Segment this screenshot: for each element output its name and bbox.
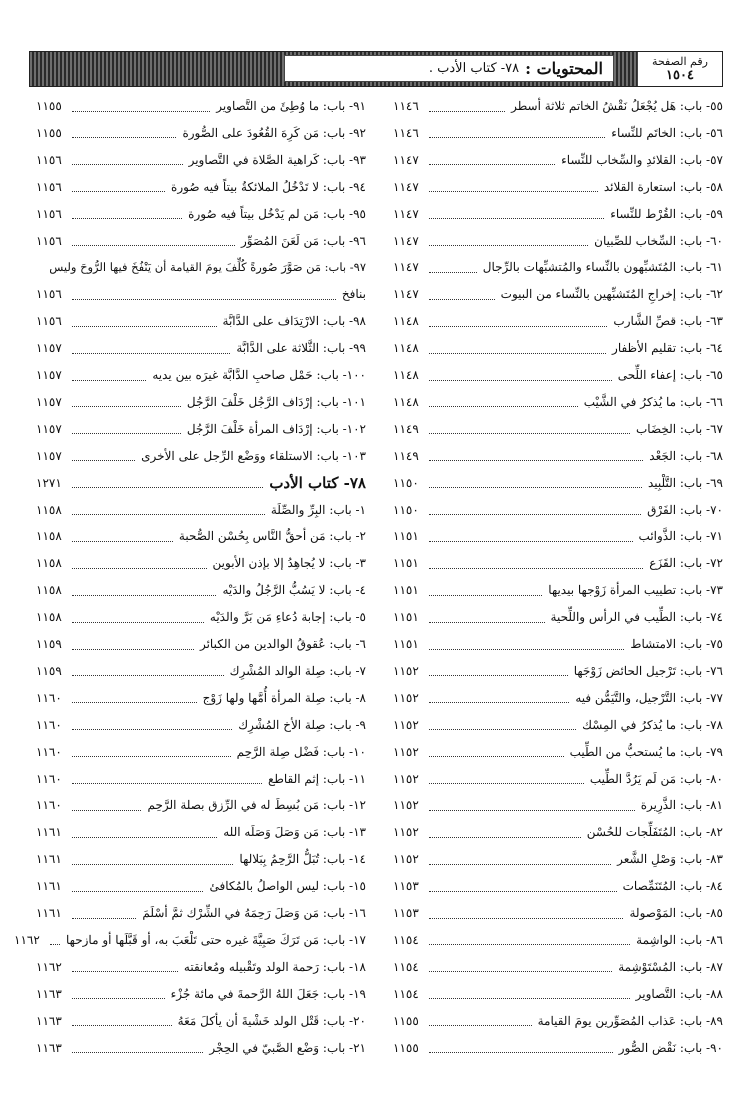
toc-page-number: ١١٥٤: [393, 932, 419, 947]
toc-dot-leader: [72, 971, 178, 972]
toc-entry: [36, 1009, 366, 1033]
toc-dot-leader: [72, 729, 232, 730]
toc-entry-title: ٧- باب: صِلة الوالد المُشْرِك: [229, 663, 366, 678]
toc-page-number: ١١٥٦: [36, 314, 62, 329]
toc-page-number: ١١٦١: [36, 825, 62, 840]
toc-dot-leader: [72, 810, 141, 811]
toc-dot-leader: [429, 272, 477, 273]
toc-entry-title: ٩١- باب: ما وُطِئَ من التَّصاوير: [216, 99, 366, 113]
toc-dot-leader: [429, 380, 612, 381]
toc-page-number: ١١٦٣: [36, 986, 62, 1001]
toc-dot-leader: [429, 326, 607, 327]
toc-dot-leader: [72, 891, 203, 892]
toc-dot-leader: [72, 1052, 203, 1053]
toc-dot-leader: [72, 245, 235, 246]
toc-page-number: ١١٤٩: [393, 448, 419, 463]
toc-entry: [36, 121, 366, 145]
toc-entry-title: ١٠١- باب: إرْدَاف الرَّجُل خَلْفَ الرَّجُل: [186, 394, 366, 409]
toc-entry: [36, 336, 366, 360]
toc-dot-leader: [429, 541, 633, 542]
toc-page-number: ١١٤٧: [393, 287, 419, 302]
toc-dot-leader: [429, 218, 604, 219]
toc-dot-leader: [429, 111, 505, 112]
toc-dot-leader: [429, 460, 643, 461]
toc-entry-title: ٧١- باب: الذَّوائب: [638, 529, 723, 544]
toc-page-number: ١١٥١: [393, 637, 419, 651]
toc-page-number: ١١٥٠: [393, 502, 419, 517]
page-number-label: رقم الصفحة: [652, 55, 708, 68]
toc-dot-leader: [429, 944, 630, 945]
toc-dot-leader: [72, 380, 146, 381]
toc-entry-title: ١٣- باب: مَن وَصَلَ وَصَلَه الله: [223, 825, 366, 840]
toc-page-number: ١١٤٩: [393, 421, 419, 436]
toc-entry-title: ٦٧- باب: الخِضَاب: [635, 421, 723, 436]
toc-page-number: ١١٥٨: [36, 583, 62, 598]
toc-entry-title: ٨٩- باب: عَذاب المُصَوِّرين يومَ القيامة: [537, 1013, 723, 1028]
toc-entry: [36, 982, 366, 1006]
toc-entry: [36, 524, 366, 548]
toc-entry: [36, 793, 366, 817]
toc-entry-title: ٤- باب: لا يَسُبُّ الرَّجُلُ والدَيْه: [222, 583, 366, 598]
toc-entry: [393, 282, 723, 306]
toc-entry: [14, 928, 366, 952]
toc-entry: [36, 551, 366, 575]
toc-entry-title: ٦٨- باب: الجَعْد: [649, 448, 723, 463]
toc-entry-title: ١٦- باب: مَن وَصَلَ رَحِمَهُ في الشِّرْك ثمَّ أسْلَمَ: [142, 906, 366, 920]
toc-entry-title: ٣- باب: لا يُجاهِدُ إلا بإذن الأبوين: [212, 556, 366, 571]
toc-dot-leader: [429, 406, 578, 407]
toc-page-number: ١١٥٢: [393, 852, 419, 867]
toc-page-number: ١١٦٣: [36, 1040, 62, 1055]
toc-entry: [36, 740, 366, 764]
toc-dot-leader: [72, 353, 230, 354]
toc-entry-title: ٧٨- باب: ما يُذكرُ في المِسْك: [582, 717, 723, 732]
toc-dot-leader: [72, 595, 216, 596]
toc-entry: [36, 390, 366, 414]
toc-page-number: ١١٦١: [36, 906, 62, 920]
toc-page-number: ١١٦١: [36, 879, 62, 894]
toc-entry-title: ٨٠- باب: مَن لَم يَرُدَّ الطِّيب: [589, 771, 723, 786]
toc-entry: [36, 605, 366, 629]
toc-dot-leader: [429, 1052, 613, 1053]
toc-page-number: ١١٥١: [393, 556, 419, 571]
toc-entry: [36, 713, 366, 737]
toc-entry: [393, 767, 723, 791]
toc-entry-title: ٧٧- باب: التَّرْجيل، والتَّيَمُّن فيه: [575, 690, 723, 705]
toc-entry-title: ٥٨- باب: استعارة القلائد: [603, 179, 723, 194]
toc-page-number: ١١٥٥: [36, 125, 62, 140]
toc-entry-title: ٨٤- باب: المُتَنَمِّصات: [622, 879, 723, 894]
toc-page-number: ١١٤٦: [393, 99, 419, 113]
toc-page-number: ١١٥٨: [36, 502, 62, 517]
toc-entry: [36, 498, 366, 522]
toc-dot-leader: [72, 326, 217, 327]
toc-entry: [393, 390, 723, 414]
toc-entry-title: ٦٩- باب: التَّلْبِيد: [647, 475, 723, 490]
toc-entry-title: ١٠٢- باب: إرْدَاف المرأة خَلْفَ الرَّجُل: [186, 421, 366, 436]
toc-entry-title: ١٨- باب: رَحمة الولد وتَقْبيله ومُعانقته: [183, 959, 366, 974]
toc-entry-title: ٧٣- باب: تطييب المرأة زَوْجها بيديها: [548, 583, 723, 598]
toc-entry: [393, 336, 723, 360]
toc-page-number: ١١٥٥: [393, 1040, 419, 1055]
toc-dot-leader: [429, 245, 588, 246]
toc-entry-title: ٩٤- باب: لا تَدْخُلُ الملائكةُ بيتاً فيه صُورة: [171, 179, 366, 194]
header-title-box: [284, 55, 614, 82]
toc-entry: [36, 94, 366, 118]
toc-entry-title: ٦٤- باب: تقليم الأظفار: [612, 341, 723, 356]
toc-entry: [393, 847, 723, 871]
toc-page-number: ١١٤٧: [393, 233, 419, 248]
toc-entry: [393, 1009, 723, 1033]
toc-entry: [393, 498, 723, 522]
toc-page-number: ١٢٧١: [36, 475, 62, 490]
toc-dot-leader: [429, 918, 623, 919]
toc-page-number: ١١٥٦: [36, 179, 62, 194]
toc-entry: [393, 94, 723, 118]
toc-dot-leader: [429, 568, 643, 569]
toc-dot-leader: [429, 487, 642, 488]
toc-dot-leader: [72, 622, 204, 623]
toc-dot-leader: [429, 702, 569, 703]
toc-dot-leader: [72, 137, 176, 138]
toc-entry: [393, 659, 723, 683]
toc-entry: [36, 175, 366, 199]
toc-entry-title: ١٩- باب: جَعَلَ اللهُ الرَّحمةَ في مائة جُزْء: [170, 986, 366, 1001]
toc-entry-title: ١٤- باب: تُبَلُّ الرَّحِمُ بِبَلالها: [239, 852, 366, 867]
toc-entry-title: ٩٦- باب: مَن لَعَنَ المُصَوِّر: [240, 233, 366, 248]
toc-entry: [393, 820, 723, 844]
toc-entry-title: ٦٥- باب: إعفاء اللِّحى: [617, 368, 723, 382]
toc-entry-title: ٩٩- باب: الثَّلاثة على الدَّابَّة: [236, 341, 366, 356]
toc-entry: [36, 847, 366, 871]
toc-entry-title: ١١- باب: إثم القاطع: [267, 771, 366, 786]
toc-entry-title: ٨٦- باب: الواشِمة: [636, 932, 723, 947]
toc-dot-leader: [72, 568, 207, 569]
toc-page-number: ١١٥٩: [36, 637, 62, 651]
toc-dot-leader: [72, 1025, 172, 1026]
toc-entry-title: ٥٧- باب: القلائدِ والسِّخاب للنِّساء: [561, 152, 723, 167]
toc-entry: [393, 121, 723, 145]
toc-entry: [36, 202, 366, 226]
toc-entry: [36, 901, 366, 925]
toc-page-number: ١١٦٢: [14, 932, 40, 947]
toc-page-number: ١١٥٢: [393, 744, 419, 759]
toc-dot-leader: [429, 998, 630, 999]
toc-page-number: ١١٥٢: [393, 663, 419, 678]
toc-entry-title: ٦- باب: عُقوقُ الوالدين من الكبائر: [199, 637, 366, 651]
toc-dot-leader: [72, 783, 262, 784]
toc-page-number: ١١٥٤: [393, 986, 419, 1001]
toc-dot-leader: [429, 837, 581, 838]
toc-dot-leader: [72, 460, 135, 461]
toc-entry: [36, 767, 366, 791]
toc-dot-leader: [429, 971, 612, 972]
toc-entry: [36, 686, 366, 710]
toc-page-number: ١١٥٢: [393, 825, 419, 840]
page-number-box: [637, 52, 722, 86]
toc-entry: [36, 363, 366, 387]
toc-entry-title: ٩٧- باب: مَن صَوَّرَ صُورةً كُلِّفَ يومَ القيامة أن يَنْفُخَ فيها الرُّوحَ وليس: [49, 260, 366, 275]
toc-entry-title: ٨١- باب: الذَّرِيرة: [640, 798, 723, 813]
toc-entry: [36, 955, 366, 979]
toc-dot-leader: [429, 1025, 532, 1026]
toc-entry-title: ٢٠- باب: قَتْل الولد خَشْيةَ أن يأكلَ مَعَهُ: [177, 1013, 366, 1028]
toc-dot-leader: [429, 810, 635, 811]
toc-entry-title: ١٥- باب: ليس الواصلُ بالمُكافئ: [209, 879, 366, 894]
toc-dot-leader: [429, 783, 584, 784]
toc-entry-title: ٧٩- باب: ما يُستحبُّ من الطِّيب: [569, 744, 723, 759]
toc-entry: [393, 605, 723, 629]
toc-entry: [36, 874, 366, 898]
toc-dot-leader: [429, 433, 630, 434]
toc-entry-title: ١٧- باب: مَن تَرَكَ صَبِيَّةَ غيره حتى تَلْعَبَ به، أو قَبَّلَها أو مازحها: [66, 932, 366, 947]
toc-entry-title: ٢- باب: مَن أحقُّ النَّاس بِحُسْن الصُّحبة: [178, 529, 366, 544]
toc-page-number: ١١٤٨: [393, 314, 419, 329]
toc-entry-title: ٨٢- باب: المُتَفَلِّجات للحُسْن: [586, 825, 723, 840]
toc-entry: [36, 148, 366, 172]
toc-dot-leader: [72, 837, 217, 838]
toc-dot-leader: [72, 541, 173, 542]
toc-dot-leader: [72, 864, 233, 865]
toc-entry-title: ١٢- باب: مَن بُسِطَ له في الرِّزق بصلة الرَّحِم: [147, 798, 366, 813]
toc-entry: [393, 740, 723, 764]
toc-dot-leader: [429, 756, 564, 757]
toc-dot-leader: [429, 891, 617, 892]
toc-dot-leader: [429, 514, 641, 515]
toc-entry-title: ٨٧- باب: المُسْتَوْشِمة: [618, 959, 723, 974]
toc-page-number: ١١٤٧: [393, 206, 419, 221]
toc-entry-title: ٧٦- باب: تَرْجيل الحائض زَوْجَها: [573, 663, 723, 678]
toc-entry: [36, 632, 366, 656]
toc-entry-title: ٩٢- باب: مَن كَرِهَ القُعُودَ على الصُّورة: [182, 125, 366, 140]
toc-dot-leader: [72, 433, 181, 434]
toc-page-number: ١١٤٧: [393, 260, 419, 275]
toc-dot-leader: [72, 218, 182, 219]
toc-dot-leader: [72, 406, 181, 407]
toc-entry: [36, 578, 366, 602]
header-subtitle: ٧٨- كتاب الأدب .: [428, 61, 520, 76]
toc-page-number: ١١٥٥: [36, 99, 62, 113]
toc-entry: [36, 255, 366, 279]
toc-entry-title: ٢١- باب: وَضْع الصَّبيّ في الحِجْر: [209, 1040, 366, 1055]
toc-page-number: ١١٤٦: [393, 125, 419, 140]
toc-entry-title: ٧٤- باب: الطِّيب في الرأس واللِّحية: [550, 610, 723, 625]
toc-entry: [393, 229, 723, 253]
toc-entry: [393, 686, 723, 710]
toc-page-number: ١١٥٨: [36, 529, 62, 544]
toc-dot-leader: [429, 649, 624, 650]
toc-entry: [393, 363, 723, 387]
toc-page-number: ١١٥٦: [36, 206, 62, 221]
toc-section-heading: [36, 471, 366, 495]
toc-entry: [36, 444, 366, 468]
toc-entry: [36, 309, 366, 333]
toc-page-number: ١١٦٢: [36, 959, 62, 974]
toc-page-number: ١١٥٢: [393, 798, 419, 813]
toc-entry: [393, 175, 723, 199]
toc-page-number: ١١٤٨: [393, 394, 419, 409]
toc-page-number: ١١٦٠: [36, 744, 62, 759]
toc-page-number: ١١٥٧: [36, 421, 62, 436]
toc-entry-title: ٦٠- باب: السِّخاب للصِّبيان: [594, 233, 723, 248]
toc-entry: [36, 417, 366, 441]
toc-entry-title: ٥٥- باب: هَل يُجْعَلُ نَقْشُ الخاتم ثلاثة أسطر: [511, 99, 723, 113]
toc-dot-leader: [429, 595, 542, 596]
toc-entry-title: ٧٨- كتاب الأدب: [269, 473, 366, 492]
toc-entry: [393, 202, 723, 226]
toc-entry: [393, 955, 723, 979]
toc-entry: [393, 793, 723, 817]
toc-dot-leader: [429, 729, 576, 730]
toc-dot-leader: [72, 111, 210, 112]
toc-page-number: ١١٤٨: [393, 341, 419, 356]
toc-entry-title: ٥٩- باب: القُرْط للنِّساء: [610, 206, 723, 221]
toc-entry: [36, 820, 366, 844]
toc-page-number: ١١٥٨: [36, 610, 62, 625]
toc-page-number: ١١٥٢: [393, 771, 419, 786]
toc-page-number: ١١٦٠: [36, 798, 62, 813]
toc-page-number: ١١٦١: [36, 852, 62, 867]
toc-entry: [393, 255, 723, 279]
toc-page-number: ١١٤٧: [393, 152, 419, 167]
toc-page-number: ١١٥١: [393, 583, 419, 598]
toc-dot-leader: [429, 164, 555, 165]
toc-page-number: ١١٦٣: [36, 1013, 62, 1028]
toc-entry: [393, 578, 723, 602]
toc-dot-leader: [429, 675, 568, 676]
toc-dot-leader: [72, 487, 263, 488]
toc-entry-title: ٩٥- باب: مَن لم يَدْخُل بيتاً فيه صُورة: [188, 206, 366, 221]
toc-entry-title: ٧٢- باب: القَزَع: [649, 556, 723, 571]
toc-entry-title: ٨٣- باب: وَصْلِ الشَّعر: [617, 852, 723, 867]
toc-entry: [393, 982, 723, 1006]
toc-entry: [36, 659, 366, 683]
toc-page-number: ١١٥١: [393, 529, 419, 544]
toc-page-number: ١١٥٣: [393, 879, 419, 894]
toc-entry-title: ٨٨- باب: التَّصاوير: [635, 986, 723, 1001]
toc-entry-title: ٦٦- باب: ما يُذكرُ في الشَّيْب: [583, 394, 723, 409]
toc-entry-title: ٧٥- باب: الامتشاط: [630, 637, 723, 651]
toc-entry-title: ٩٣- باب: كَراهية الصَّلاة في التَّصاوير: [188, 152, 366, 167]
toc-entry-title: ٧٠- باب: الفَرْق: [647, 502, 723, 517]
toc-entry: [393, 928, 723, 952]
toc-entry: [393, 874, 723, 898]
toc-page-number: ١١٦٠: [36, 717, 62, 732]
toc-page-number: ١١٦٠: [36, 690, 62, 705]
toc-page-number: ١١٥٠: [393, 475, 419, 490]
toc-dot-leader: [72, 649, 194, 650]
toc-page-number: ١١٥٦: [36, 287, 62, 302]
toc-entry-title: ٦٢- باب: إخراجِ المُتَشبِّهين بالنِّساء من البيوت: [500, 287, 723, 302]
toc-dot-leader: [72, 514, 265, 515]
toc-entry-title: ٥- باب: إجابة دُعاءِ مَن بَرَّ والدَيْه: [209, 610, 366, 625]
toc-page-number: ١١٥٦: [36, 152, 62, 167]
toc-entry: [393, 444, 723, 468]
toc-entry-title: ١- باب: البِرِّ والصِّلَة: [270, 502, 366, 517]
toc-page-number: ١١٥٦: [36, 233, 62, 248]
toc-page-number: ١١٥١: [393, 610, 419, 625]
toc-entry: [393, 901, 723, 925]
toc-page-number: ١١٦٠: [36, 771, 62, 786]
toc-page-number: ١١٥٧: [36, 341, 62, 356]
toc-entry: [393, 632, 723, 656]
toc-page-number: ١١٤٨: [393, 368, 419, 382]
toc-entry: [393, 713, 723, 737]
toc-entry: [393, 148, 723, 172]
toc-dot-leader: [429, 299, 495, 300]
toc-dot-leader: [429, 622, 545, 623]
toc-entry: [393, 471, 723, 495]
toc-entry-title: ٩- باب: صِلة الأخ المُشْرِك: [238, 717, 366, 732]
toc-page-number: ١١٥٢: [393, 690, 419, 705]
toc-dot-leader: [72, 756, 231, 757]
toc-page-number: ١١٥٧: [36, 448, 62, 463]
toc-entry-title: ١٠- باب: فَضْل صِلة الرَّحِم: [236, 744, 366, 759]
toc-entry: [36, 282, 366, 306]
toc-entry: [393, 524, 723, 548]
toc-dot-leader: [72, 702, 197, 703]
toc-dot-leader: [72, 998, 165, 999]
toc-entry-title: ١٠٣- باب: الاستلقاء ووَضْع الرِّجل على الأخرى: [141, 448, 366, 463]
toc-page-number: ١١٥٧: [36, 368, 62, 382]
toc-entry: [36, 229, 366, 253]
header-title: المحتويات :: [525, 59, 603, 78]
toc-entry: [393, 551, 723, 575]
toc-entry: [393, 1036, 723, 1060]
toc-entry-title: ٥٦- باب: الخاتَم للنِّساء: [611, 125, 723, 140]
toc-entry-title: ٦٣- باب: قصِّ الشَّارب: [613, 314, 723, 329]
toc-dot-leader: [50, 944, 60, 945]
toc-dot-leader: [429, 137, 605, 138]
toc-entry-title: بنافخ: [341, 287, 366, 302]
toc-page-number: ١١٥٣: [393, 906, 419, 920]
toc-dot-leader: [72, 164, 183, 165]
toc-entry-title: ٩٠- باب: نَقْض الصُّور: [618, 1040, 723, 1055]
toc-entry-title: ٨٥- باب: المَوْصولة: [629, 906, 723, 920]
toc-entry: [393, 417, 723, 441]
toc-page-number: ١١٥٨: [36, 556, 62, 571]
toc-dot-leader: [429, 353, 606, 354]
toc-entry: [36, 1036, 366, 1060]
toc-page-number: ١١٥٢: [393, 717, 419, 732]
toc-page-number: ١١٥٩: [36, 663, 62, 678]
toc-page-number: ١١٥٤: [393, 959, 419, 974]
toc-dot-leader: [72, 918, 136, 919]
toc-page-number: ١١٥٧: [36, 394, 62, 409]
toc-dot-leader: [72, 191, 165, 192]
toc-dot-leader: [72, 675, 224, 676]
toc-entry-title: ٩٨- باب: الارْتِدَاف على الدَّابَّة: [222, 314, 366, 329]
toc-entry-title: ٨- باب: صِلة المرأة أُمَّها ولها زَوْج: [202, 690, 366, 705]
toc-entry-title: ١٠٠- باب: حَمْل صاحبِ الدَّابَّة غيرَه بين يديه: [152, 368, 366, 382]
toc-entry-title: ٦١- باب: المُتَشبِّهون بالنِّساء والمُتشبِّهات بالرِّجال: [482, 260, 723, 275]
toc-page-number: ١١٥٥: [393, 1013, 419, 1028]
toc-dot-leader: [429, 864, 611, 865]
toc-page-number: ١١٤٧: [393, 179, 419, 194]
toc-dot-leader: [429, 191, 598, 192]
page-header: [29, 51, 723, 87]
toc-entry: [393, 309, 723, 333]
toc-dot-leader: [72, 299, 336, 300]
page-number: ١٥٠٤: [666, 68, 694, 83]
